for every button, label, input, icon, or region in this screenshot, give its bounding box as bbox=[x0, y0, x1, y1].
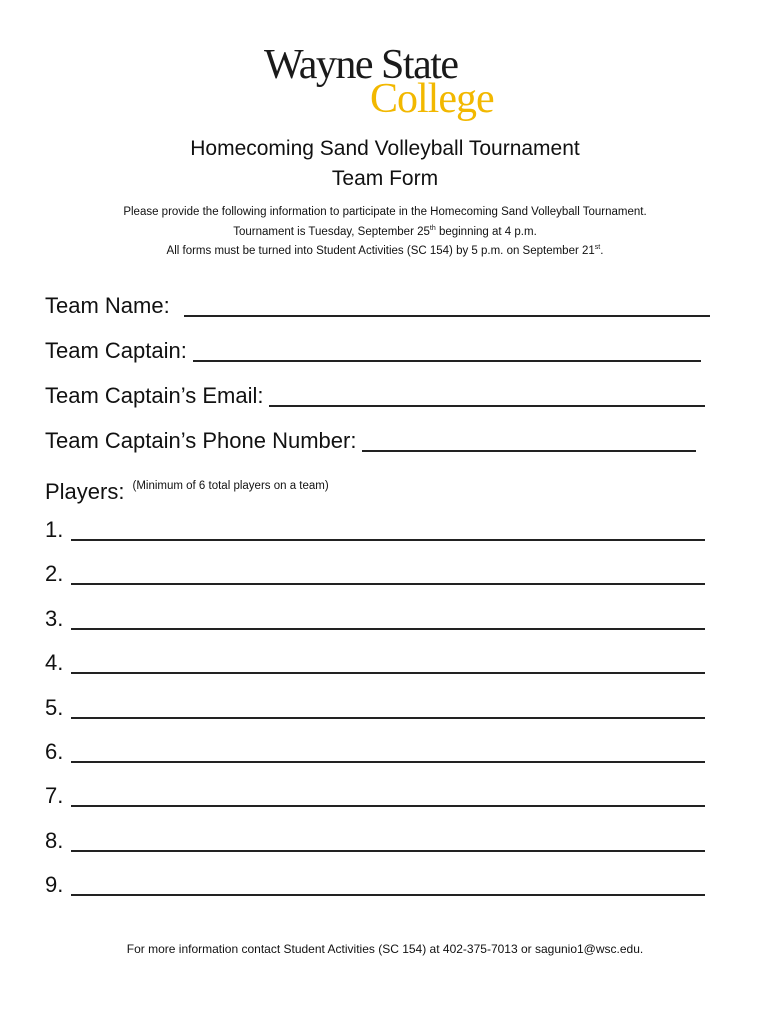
players-heading bbox=[45, 472, 329, 506]
captain-email-label: Team Captain’s Email: bbox=[45, 383, 264, 408]
intro-line-3-text: All forms must be turned into Student Activities (SC 154) by 5 p.m. on September 21 bbox=[166, 245, 595, 257]
player-row bbox=[45, 605, 705, 633]
intro-line-3 bbox=[0, 244, 770, 257]
intro-line-3-end: . bbox=[600, 245, 604, 257]
logo-line-1: Wayne State bbox=[264, 42, 458, 88]
players-label: Players: bbox=[45, 479, 125, 504]
player-name-line[interactable] bbox=[71, 672, 705, 674]
captain-phone-line[interactable] bbox=[362, 450, 696, 452]
intro-line-2-end: beginning at 4 p.m. bbox=[435, 226, 537, 238]
player-row bbox=[45, 560, 705, 588]
captain-phone-field bbox=[45, 427, 696, 455]
captain-email-line[interactable] bbox=[269, 405, 705, 407]
player-number: 8. bbox=[45, 827, 64, 853]
captain-phone-label: Team Captain’s Phone Number: bbox=[45, 428, 357, 453]
player-row bbox=[45, 738, 705, 766]
wayne-state-college-logo bbox=[264, 42, 514, 126]
intro-line-2-text: Tournament is Tuesday, September 25 bbox=[233, 226, 430, 238]
team-name-line[interactable] bbox=[184, 315, 710, 317]
player-number: 2. bbox=[45, 561, 64, 587]
player-name-line[interactable] bbox=[71, 539, 705, 541]
contact-footer: For more information contact Student Activities (SC 154) at 402-375-7013 or sagunio1@wsc.edu. bbox=[126, 942, 644, 956]
player-name-line[interactable] bbox=[71, 894, 705, 896]
intro-line-3-sup: st bbox=[594, 244, 601, 251]
player-row bbox=[45, 782, 705, 810]
player-number: 3. bbox=[45, 605, 64, 631]
player-number: 7. bbox=[45, 783, 64, 809]
captain-email-field bbox=[45, 382, 705, 410]
player-row bbox=[45, 516, 705, 544]
player-name-line[interactable] bbox=[71, 583, 705, 585]
player-name-line[interactable] bbox=[71, 850, 705, 852]
player-row bbox=[45, 694, 705, 722]
player-name-line[interactable] bbox=[71, 628, 705, 630]
form-subtitle: Team Form bbox=[331, 167, 439, 190]
form-title: Homecoming Sand Volleyball Tournament bbox=[190, 137, 580, 160]
player-name-line[interactable] bbox=[71, 717, 705, 719]
team-captain-label: Team Captain: bbox=[45, 338, 187, 363]
player-number: 9. bbox=[45, 872, 64, 898]
player-row bbox=[45, 871, 705, 899]
player-number: 4. bbox=[45, 650, 64, 676]
team-captain-field bbox=[45, 337, 701, 365]
player-name-line[interactable] bbox=[71, 805, 705, 807]
player-number: 5. bbox=[45, 694, 64, 720]
team-name-field bbox=[45, 292, 710, 320]
intro-line-2-sup: th bbox=[429, 225, 436, 232]
logo-line-2: College bbox=[370, 76, 494, 122]
player-number: 6. bbox=[45, 739, 64, 764]
players-note: (Minimum of 6 total players on a team) bbox=[132, 480, 329, 492]
player-name-line[interactable] bbox=[71, 761, 705, 763]
intro-line-2 bbox=[0, 225, 770, 238]
intro-line-1: Please provide the following information to participate in the Homecoming Sand Volleyball Tournament. bbox=[123, 206, 647, 218]
player-number: 1. bbox=[45, 517, 64, 542]
team-captain-line[interactable] bbox=[193, 360, 701, 362]
player-row bbox=[45, 827, 705, 855]
team-name-label: Team Name: bbox=[45, 293, 170, 318]
player-row bbox=[45, 649, 705, 677]
